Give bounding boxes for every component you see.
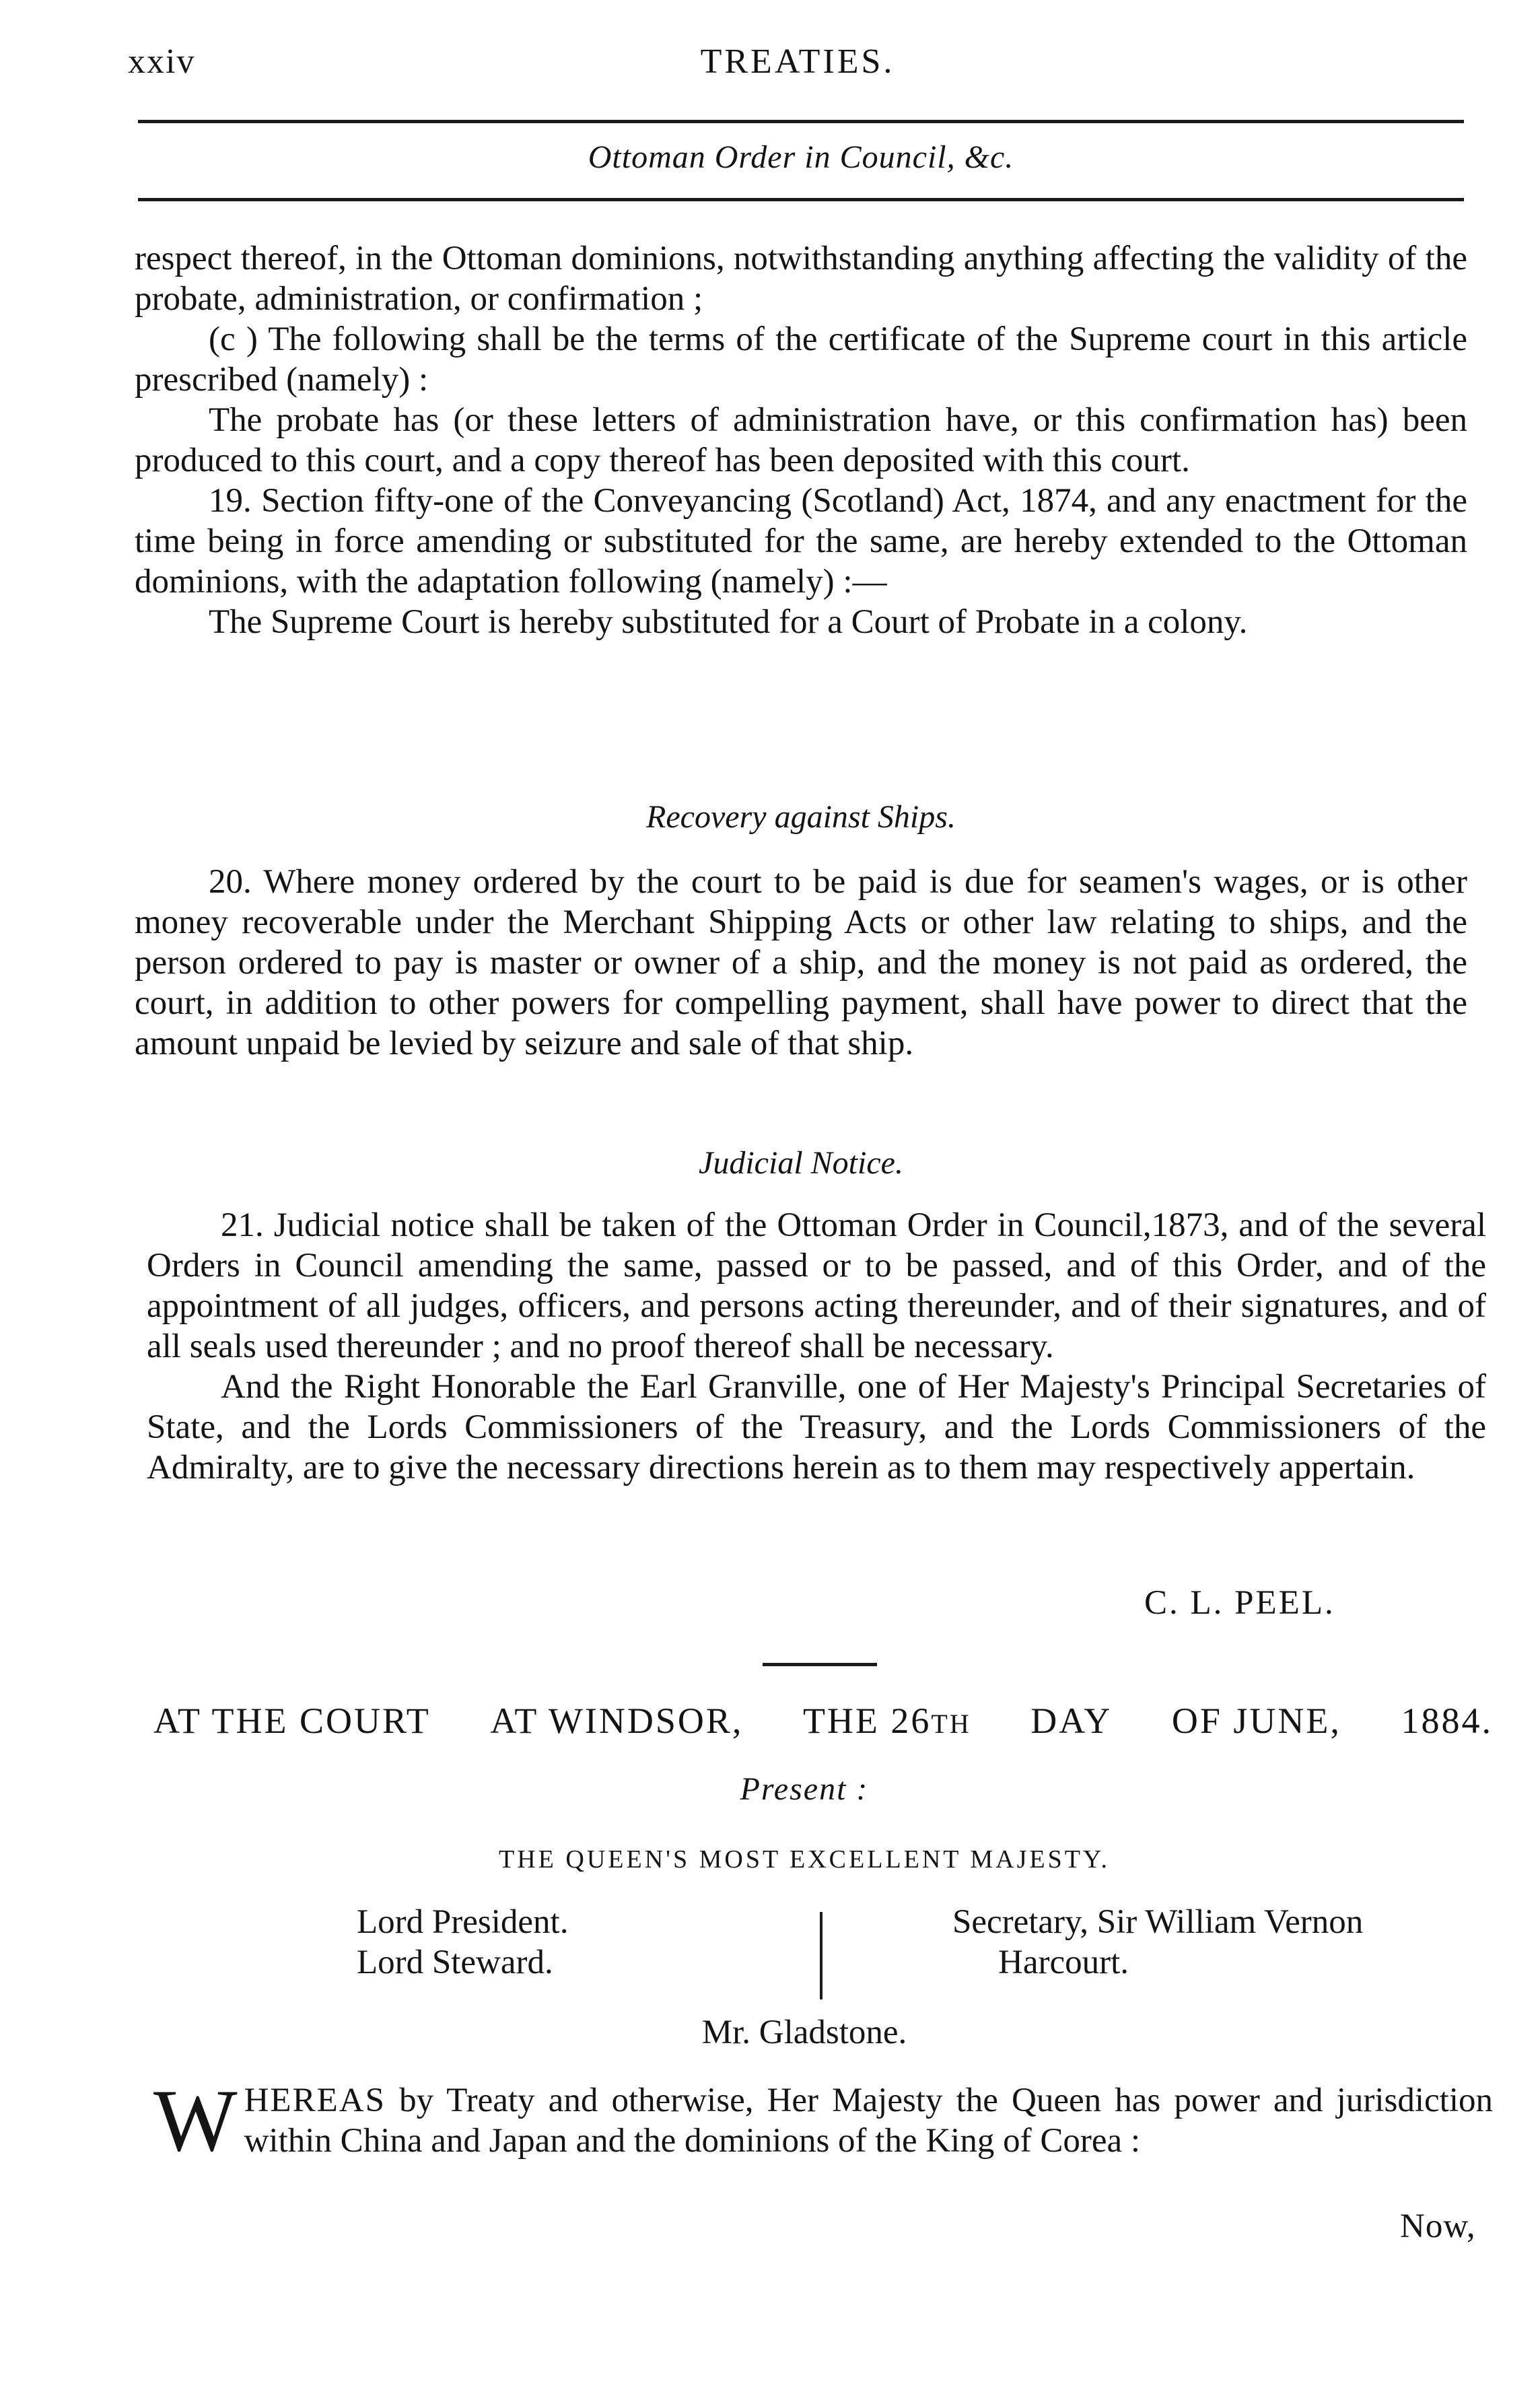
paragraph: (c ) The following shall be the terms of the certificate of the Supreme court in this article prescribed (namely) : — [135, 320, 1467, 399]
whereas-first-word: HEREAS — [244, 2082, 386, 2119]
dateline-word: AT WINDSOR, — [490, 1701, 744, 1741]
majesty-line: THE QUEEN'S MOST EXCELLENT MAJESTY. — [499, 1845, 1110, 1874]
dateline-day: THE 26TH — [802, 1701, 971, 1741]
drop-cap: W — [153, 2071, 238, 2170]
running-title: TREATIES. — [700, 42, 895, 81]
ordinal-suffix: TH — [931, 1709, 971, 1739]
dateline-word: AT THE COURT — [153, 1701, 431, 1741]
column-divider — [820, 1912, 823, 1999]
paragraph: 21. Judicial notice shall be taken of the Ottoman Order in Council,1873, and of the several Orders in Council amending the same, passed or to be passed, and of this Order, and of the appointment of all judges, officers, and persons acting thereunder, and of their signatures, and of all seals used thereunder ; and no proof thereof shall be necessary. — [147, 1206, 1486, 1365]
dateline-word: OF JUNE, — [1171, 1701, 1341, 1741]
whereas-text — [153, 2071, 1493, 2170]
council-member: Lord President. — [357, 1903, 569, 1941]
section-heading: Judicial Notice. — [699, 1145, 903, 1181]
signature: C. L. PEEL. — [1144, 1584, 1335, 1622]
council-member-center: Mr. Gladstone. — [701, 2014, 907, 2051]
header-rule-top — [138, 120, 1464, 123]
page-number: xxiv — [128, 42, 196, 81]
council-member-continued: Harcourt. — [998, 1944, 1129, 1981]
section-divider — [763, 1663, 877, 1666]
present-heading: Present : — [740, 1771, 869, 1807]
paragraph: respect thereof, in the Ottoman dominions, notwithstanding anything affecting the validity of the probate, administration, or confirmation ; — [135, 240, 1467, 318]
council-member: Secretary, Sir William Vernon — [952, 1903, 1364, 1941]
text-block-article-21 — [147, 1205, 1486, 1488]
dateline-year: 1884. — [1401, 1701, 1493, 1741]
catchword: Now, — [1400, 2207, 1476, 2245]
section-subtitle: Ottoman Order in Council, &c. — [588, 139, 1014, 175]
section-heading: Recovery against Ships. — [646, 799, 956, 835]
paragraph: The Supreme Court is hereby substituted for a Court of Probate in a colony. — [209, 603, 1248, 641]
whereas-body: by Treaty and otherwise, Her Majesty the Queen has power and jurisdiction within China and Japan and the dominions of the King of Corea : — [244, 2082, 1493, 2160]
running-head — [128, 42, 1467, 96]
whereas-paragraph — [153, 2071, 1493, 2170]
paragraph: 19. Section fifty-one of the Conveyancing (Scotland) Act, 1874, and any enactment for the time being in force amending or substituted for the same, are hereby extended to the Ottoman dominions, with the adaptation following (namely) :— — [135, 482, 1467, 601]
text-block-article-18-19 — [135, 238, 1467, 642]
dateline-word: DAY — [1030, 1701, 1113, 1741]
paragraph: The probate has (or these letters of administration have, or this confirmation has) been produced to this court, and a copy thereof has been deposited with this court. — [135, 401, 1467, 479]
council-members-left — [357, 1902, 568, 1983]
paragraph: 20. Where money ordered by the court to be paid is due for seamen's wages, or is other money recoverable under the Merchant Shipping Acts or other law relating to ships, and the person ordered to pay is master or owner of a ship, and the money is not paid as ordered, the court, in addition to other powers for compelling payment, shall have power to direct that the amount unpaid be levied by seizure and sale of that ship. — [135, 863, 1467, 1062]
paragraph: And the Right Honorable the Earl Granville, one of Her Majesty's Principal Secretaries of State, and the Lords Commissioners of the Treasury, and the Lords Commissioners of the Admiralty, are to give the necessary directions herein as to them may respectively appertain. — [147, 1368, 1486, 1486]
council-member: Lord Steward. — [357, 1944, 553, 1981]
header-rule-bottom — [138, 198, 1464, 201]
council-members-right — [952, 1902, 1363, 1983]
text-block-article-20 — [135, 862, 1467, 1064]
court-dateline — [153, 1700, 1493, 1742]
